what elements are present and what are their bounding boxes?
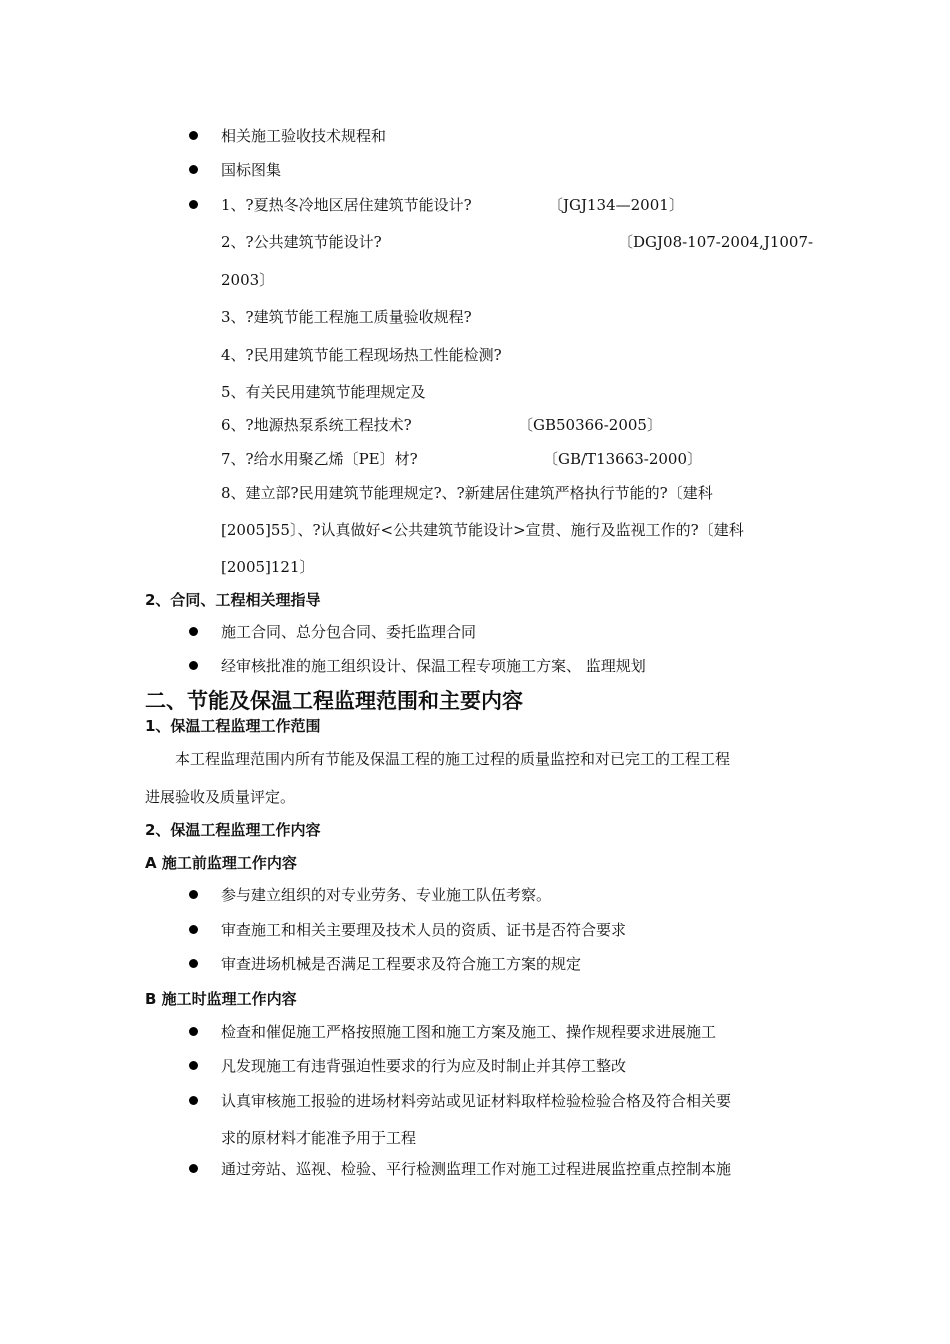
list-item: 参与建立组织的对专业劳务、专业施工队伍考察。: [221, 886, 552, 904]
contract-heading: 2、合同、工程相关理指导: [145, 591, 321, 609]
ref-item: 5、有关民用建筑节能理规定及: [221, 383, 426, 401]
ref-item: 3、?建筑节能工程施工质量验收规程?: [221, 308, 472, 326]
ref-item: 相关施工验收技术规程和: [221, 127, 387, 145]
bullet-icon: [189, 1164, 198, 1173]
ref-item: [2005]121〕: [221, 558, 315, 576]
ref-item: 国标图集: [221, 161, 282, 179]
scope-paragraph: 进展验收及质量评定。: [145, 788, 296, 806]
list-item: 检查和催促施工严格按照施工图和施工方案及施工、操作规程要求进展施工: [221, 1023, 717, 1041]
content-heading: 2、保温工程监理工作内容: [145, 821, 321, 839]
bullet-icon: [189, 925, 198, 934]
ref-code: 〔DGJ08-107-2004,J1007-: [618, 233, 814, 251]
b-heading: B 施工时监理工作内容: [145, 990, 297, 1008]
bullet-icon: [189, 1096, 198, 1105]
ref-code: 2003〕: [221, 271, 275, 289]
ref-code: 〔JGJ134—2001〕: [548, 196, 684, 214]
list-item: 认真审核施工报验的进场材料旁站或见证材料取样检验检验合格及符合相关要: [221, 1092, 732, 1110]
list-item: 通过旁站、巡视、检验、平行检测监理工作对施工过程进展监控重点控制本施: [221, 1160, 732, 1178]
ref-item: [2005]55〕、?认真做好<公共建筑节能设计>宣贯、施行及监视工作的?〔建科: [221, 521, 744, 539]
ref-item: 4、?民用建筑节能工程现场热工性能检测?: [221, 346, 502, 364]
a-heading: A 施工前监理工作内容: [145, 854, 297, 872]
list-item: 经审核批准的施工组织设计、保温工程专项施工方案、 监理规划: [221, 657, 646, 675]
bullet-icon: [189, 890, 198, 899]
list-item: 求的原材料才能准予用于工程: [221, 1129, 417, 1147]
bullet-icon: [189, 165, 198, 174]
list-item: 施工合同、总分包合同、委托监理合同: [221, 623, 477, 641]
ref-code: 〔GB50366-2005〕: [518, 416, 662, 434]
list-item: 审查施工和相关主要理及技术人员的资质、证书是否符合要求: [221, 921, 627, 939]
scope-heading: 1、保温工程监理工作范围: [145, 717, 321, 735]
list-item: 审查进场机械是否满足工程要求及符合施工方案的规定: [221, 955, 582, 973]
section-title: 二、节能及保温工程监理范围和主要内容: [145, 689, 523, 713]
bullet-icon: [189, 200, 198, 209]
ref-item: 8、建立部?民用建筑节能理规定?、?新建居住建筑严格执行节能的?〔建科: [221, 484, 713, 502]
list-item: 凡发现施工有违背强迫性要求的行为应及时制止并其停工整改: [221, 1057, 627, 1075]
bullet-icon: [189, 661, 198, 670]
ref-code: 〔GB/T13663-2000〕: [543, 450, 703, 468]
scope-paragraph: 本工程监理范围内所有节能及保温工程的施工过程的质量监控和对已完工的工程工程: [175, 750, 731, 768]
ref-item: 2、?公共建筑节能设计?: [221, 233, 382, 251]
bullet-icon: [189, 1061, 198, 1070]
ref-item: 7、?给水用聚乙烯〔PE〕材?: [221, 450, 418, 468]
bullet-icon: [189, 627, 198, 636]
ref-item: 6、?地源热泵系统工程技术?: [221, 416, 412, 434]
bullet-icon: [189, 1027, 198, 1036]
bullet-icon: [189, 959, 198, 968]
bullet-icon: [189, 131, 198, 140]
ref-item: 1、?夏热冬冷地区居住建筑节能设计?: [221, 196, 472, 214]
